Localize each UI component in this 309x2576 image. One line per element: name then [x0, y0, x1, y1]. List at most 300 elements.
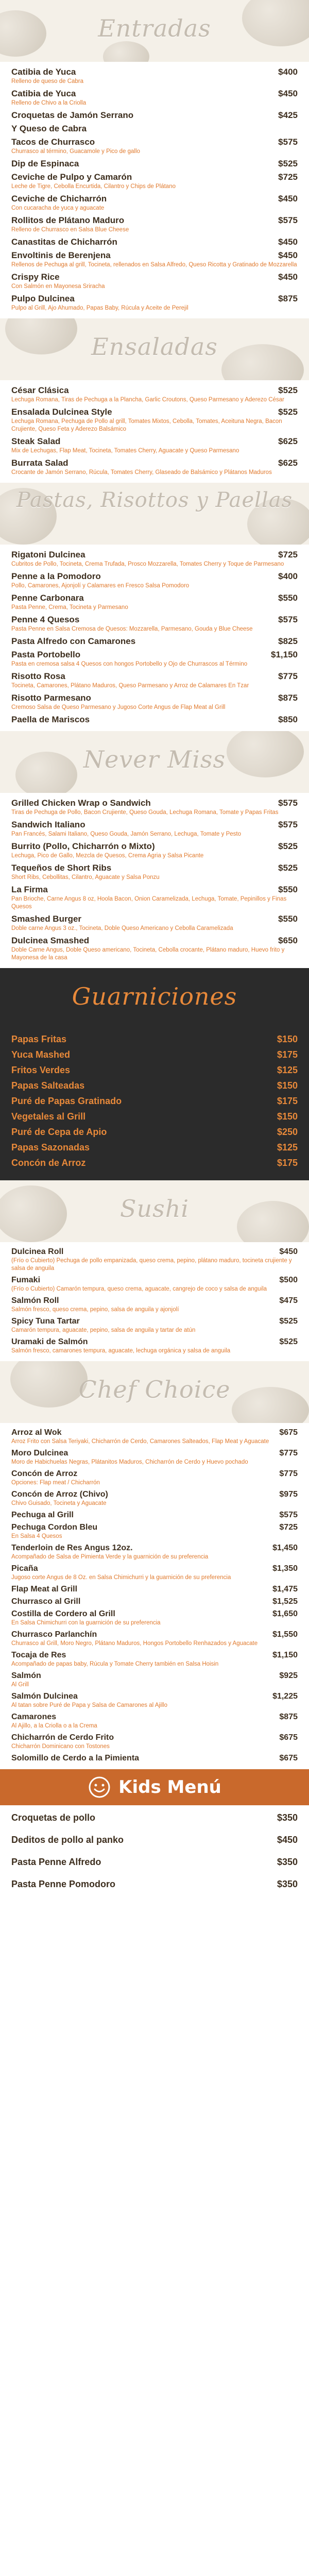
menu-item-row — [11, 1096, 298, 1107]
menu-item-price: $775 — [279, 1469, 298, 1478]
menu-item-name: Catibia de Yuca — [11, 89, 76, 98]
ensaladas-list — [0, 380, 309, 483]
menu-item — [11, 250, 298, 269]
menu-item-price: $125 — [277, 1065, 298, 1075]
menu-item-row — [11, 1523, 298, 1532]
menu-item-row — [11, 1034, 298, 1045]
menu-item-name: Chicharrón de Cerdo Frito — [11, 1733, 114, 1742]
menu-item-name: Steak Salad — [11, 436, 61, 446]
menu-item-price: $125 — [277, 1142, 298, 1153]
menu-item-description: Moro de Habichuelas Negras, Plátanitos Maduros, Chicharrón de Cerdo y Huevo pochado — [11, 1459, 248, 1465]
menu-item-name: Pasta Penne Pomodoro — [11, 1879, 116, 1889]
menu-item-price: $175 — [277, 1158, 298, 1168]
menu-item — [11, 1428, 298, 1446]
menu-item-price: $350 — [277, 1879, 298, 1889]
menu-item-price: $550 — [278, 885, 298, 894]
menu-item-name: La Firma — [11, 885, 48, 894]
menu-item — [11, 385, 298, 404]
menu-item-row — [11, 1713, 298, 1722]
pastas-list — [0, 545, 309, 731]
menu-item-row — [11, 1857, 298, 1868]
menu-item-price: $775 — [279, 1449, 298, 1458]
menu-item-row — [11, 1317, 298, 1326]
menu-item — [11, 1034, 298, 1045]
menu-item-name: Concón de Arroz — [11, 1469, 78, 1478]
menu-item — [11, 1158, 298, 1168]
menu-item — [11, 1449, 298, 1466]
menu-item — [11, 1523, 298, 1540]
menu-item-description: Rellenos de Pechuga al grill, Tocineta, rellenados en Salsa Alfredo, Queso Ricotta y Gratinado de Mozzarella — [11, 262, 297, 268]
menu-item-name: Burrata Salad — [11, 458, 68, 468]
menu-item-row — [11, 385, 298, 396]
menu-item-price: $1,650 — [272, 1609, 298, 1618]
menu-item-name: Pasta Portobello — [11, 650, 81, 659]
menu-item — [11, 272, 298, 291]
menu-item-name: Grilled Chicken Wrap o Sandwich — [11, 798, 151, 808]
menu-item-description: Al tatan sobre Puré de Papa y Salsa de Camarones al Ajillo — [11, 1702, 168, 1708]
menu-item-description: Churrasco al término, Guacamole y Pico de gallo — [11, 148, 140, 155]
menu-item-row — [11, 1754, 298, 1763]
menu-item — [11, 1812, 298, 1823]
section-title-ensaladas: Ensaladas — [91, 333, 218, 361]
menu-item-name: Burrito (Pollo, Chicharrón o Mixto) — [11, 841, 155, 851]
menu-item-row — [11, 715, 298, 725]
menu-item-row — [11, 1597, 298, 1606]
menu-item-price: $150 — [277, 1080, 298, 1091]
menu-item-price: $1,475 — [272, 1585, 298, 1594]
menu-item — [11, 1879, 298, 1890]
menu-item-row — [11, 1080, 298, 1091]
section-title-never-miss: Never Miss — [83, 745, 226, 773]
menu-item-name: Rigatoni Dulcinea — [11, 550, 85, 560]
menu-item-description: Churrasco al Grill, Moro Negro, Plátano Maduros, Hongos Portobello Renhazados y Aguacate — [11, 1640, 258, 1647]
menu-item-price: $400 — [278, 67, 298, 77]
menu-item-price: $675 — [279, 1428, 298, 1437]
menu-item — [11, 1247, 298, 1273]
menu-item-name: Salmón Roll — [11, 1296, 59, 1305]
never-miss-list — [0, 793, 309, 968]
menu-item-name: Vegetales al Grill — [11, 1111, 86, 1122]
menu-item-description: Relleno de Churrasco en Salsa Blue Cheese — [11, 227, 129, 233]
menu-item — [11, 798, 298, 817]
menu-item-row — [11, 1049, 298, 1060]
menu-item-description: Lechuga, Pico de Gallo, Mezcla de Quesos, Crema Agria y Salsa Picante — [11, 853, 204, 859]
menu-item-name: Penne Carbonara — [11, 593, 84, 603]
menu-item-row — [11, 237, 298, 247]
menu-item-name: Ceviche de Chicharrón — [11, 194, 107, 204]
menu-item-description: Relleno de queso de Cabra — [11, 78, 84, 84]
menu-item-price: $725 — [278, 172, 298, 182]
menu-item — [11, 1080, 298, 1091]
menu-item-row — [11, 820, 298, 830]
menu-item-name: Yuca Mashed — [11, 1049, 71, 1060]
menu-item-price: $175 — [277, 1096, 298, 1106]
menu-item-row — [11, 841, 298, 852]
menu-item-row — [11, 110, 298, 121]
menu-item-description: En Salsa 4 Quesos — [11, 1533, 62, 1539]
section-title-entradas: Entradas — [98, 14, 211, 42]
menu-item-price: $525 — [278, 159, 298, 168]
menu-item-price: $575 — [278, 820, 298, 829]
menu-item-name: Tenderloin de Res Angus 12oz. — [11, 1544, 133, 1552]
menu-item-price: $450 — [277, 1835, 298, 1845]
menu-item-description: Camarón tempura, aguacate, pepino, salsa de anguila y tartar de atún — [11, 1327, 196, 1333]
sushi-banner — [0, 1180, 309, 1242]
menu-item-price: $525 — [279, 1337, 298, 1346]
menu-item-price: $350 — [277, 1857, 298, 1867]
menu-item-row — [11, 194, 298, 204]
menu-item-name: Concón de Arroz — [11, 1158, 86, 1168]
menu-item-name: Papas Salteadas — [11, 1080, 85, 1091]
menu-item-row — [11, 1428, 298, 1437]
menu-item-price: $550 — [278, 914, 298, 924]
menu-item — [11, 1692, 298, 1709]
section-title-guarniciones: Guarniciones — [72, 982, 237, 1010]
menu-item-price: $450 — [279, 1247, 298, 1256]
menu-item-description: Chivo Guisado, Tocineta y Aguacate — [11, 1500, 107, 1506]
menu-item-row — [11, 1142, 298, 1153]
menu-item — [11, 124, 298, 134]
menu-item-name: Deditos de pollo al panko — [11, 1835, 124, 1845]
menu-item-name: Solomillo de Cerdo a la Pimienta — [11, 1754, 140, 1762]
menu-item-name: Pulpo Dulcinea — [11, 294, 75, 303]
menu-item-price: $475 — [279, 1296, 298, 1305]
menu-item — [11, 215, 298, 234]
menu-item-row — [11, 1511, 298, 1520]
menu-item-row — [11, 1879, 298, 1890]
menu-item-row — [11, 159, 298, 169]
menu-item-price: $1,150 — [271, 650, 298, 659]
chef-list — [0, 1423, 309, 1769]
menu-item — [11, 194, 298, 212]
menu-item-price: $250 — [277, 1127, 298, 1137]
menu-item — [11, 137, 298, 156]
menu-item-price: $450 — [278, 194, 298, 204]
menu-item-price: $825 — [278, 636, 298, 646]
menu-item-row — [11, 798, 298, 808]
menu-item-description: Al Grill — [11, 1682, 29, 1688]
menu-item-description: (Frío o Cubierto) Camarón tempura, queso crema, aguacate, cangrejo de coco y salsa de anguila — [11, 1286, 267, 1292]
menu-item-row — [11, 1733, 298, 1742]
menu-item-price: $1,450 — [272, 1544, 298, 1552]
menu-item — [11, 936, 298, 962]
menu-item-description: Tocineta, Camarones, Plátano Maduros, Queso Parmesano y Arroz de Calamares En Tzar — [11, 683, 249, 689]
menu-item-description: Acompañado de papas baby, Rúcula y Tomate Cherry también en Salsa Hoisin — [11, 1661, 219, 1667]
menu-item-name: Concón de Arroz (Chivo) — [11, 1490, 108, 1499]
menu-item-price: $575 — [278, 215, 298, 225]
menu-item-row — [11, 1065, 298, 1076]
menu-item-price: $1,150 — [272, 1651, 298, 1659]
menu-item — [11, 436, 298, 455]
menu-item — [11, 693, 298, 711]
menu-item-name: Rollitos de Plátano Maduro — [11, 215, 125, 225]
menu-item-price: $875 — [278, 693, 298, 703]
menu-item-description: Leche de Tigre, Cebolla Encurtida, Cilantro y Chips de Plátano — [11, 183, 176, 190]
menu-item — [11, 1511, 298, 1520]
menu-item-row — [11, 1276, 298, 1285]
menu-item — [11, 1585, 298, 1594]
menu-item-name: Costilla de Cordero al Grill — [11, 1609, 115, 1618]
menu-item — [11, 914, 298, 933]
menu-item-price: $575 — [278, 798, 298, 808]
menu-item — [11, 671, 298, 690]
menu-item-price: $350 — [277, 1812, 298, 1823]
menu-item-price: $975 — [279, 1490, 298, 1499]
menu-item-row — [11, 914, 298, 924]
menu-item-price: $1,525 — [272, 1597, 298, 1606]
menu-item-description: Doble carne Angus 3 oz., Tocineta, Doble Queso Americano y Cebolla Caramelizada — [11, 925, 233, 931]
menu-item-name: Moro Dulcinea — [11, 1449, 68, 1458]
menu-item-price: $150 — [277, 1111, 298, 1122]
menu-item — [11, 1754, 298, 1763]
menu-item-name: Dulcinea Roll — [11, 1247, 64, 1256]
menu-item — [11, 1713, 298, 1730]
menu-item-description: Doble Carne Angus, Doble Queso americano, Tocineta, Cebolla crocante, Plátano maduro, Huevo frito y Mayonesa de la casa — [11, 947, 285, 961]
menu-item-name: Paella de Mariscos — [11, 715, 90, 724]
menu-item-description: Acompañado de Salsa de Pimienta Verde y la guarnición de su preferencia — [11, 1554, 209, 1560]
menu-item-row — [11, 458, 298, 468]
menu-item-name: Tocaja de Res — [11, 1651, 66, 1659]
menu-item-description: Con Salmón en Mayonesa Sriracha — [11, 283, 105, 290]
menu-item-description: Al Ajillo, a la Criolla o a la Crema — [11, 1723, 97, 1729]
menu-item-description: Cremoso Salsa de Queso Parmesano y Jugoso Corte Angus de Flap Meat al Grill — [11, 704, 226, 710]
section-title-sushi: Sushi — [119, 1195, 190, 1223]
guarniciones-banner — [0, 968, 309, 1030]
menu-item — [11, 110, 298, 121]
menu-item-row — [11, 936, 298, 946]
sushi-list — [0, 1242, 309, 1361]
menu-item-name: Fritos Verdes — [11, 1065, 71, 1075]
menu-item-price: $1,225 — [272, 1692, 298, 1701]
menu-item — [11, 294, 298, 312]
menu-item-price: $1,550 — [272, 1630, 298, 1639]
menu-item — [11, 1096, 298, 1107]
menu-item-price: $425 — [278, 110, 298, 120]
menu-item-row — [11, 650, 298, 660]
menu-item-description: Chicharrón Dominicano con Tostones — [11, 1743, 110, 1750]
menu-item-name: Pechuga al Grill — [11, 1511, 74, 1519]
menu-item — [11, 458, 298, 477]
menu-item-name: Spicy Tuna Tartar — [11, 1317, 80, 1326]
menu-item-name: Crispy Rice — [11, 272, 60, 282]
menu-item — [11, 841, 298, 860]
menu-item — [11, 1733, 298, 1751]
menu-item — [11, 407, 298, 433]
menu-item-description: Opciones: Flap meat / Chicharrón — [11, 1480, 100, 1486]
menu-item-name: Salmón Dulcinea — [11, 1692, 78, 1701]
menu-item-price: $875 — [278, 294, 298, 303]
menu-item-row — [11, 550, 298, 560]
menu-item-price: $500 — [279, 1276, 298, 1284]
menu-item — [11, 715, 298, 725]
menu-item-name: César Clásica — [11, 385, 69, 395]
menu-item-price: $525 — [278, 863, 298, 873]
menu-item-name: Churrasco al Grill — [11, 1597, 81, 1606]
menu-item-description: (Frío o Cubierto) Pechuga de pollo empanizada, queso crema, pepino, plátano maduro, tocineta crujiente y salsa de anguila — [11, 1258, 292, 1272]
menu-item-price: $575 — [278, 137, 298, 147]
menu-item-description: Cubritos de Pollo, Tocineta, Crema Trufada, Prosco Mozzarella, Tomates Cherry y Toque de Parmesano — [11, 561, 284, 567]
menu-item-description: Relleno de Chivo a la Criolla — [11, 100, 87, 106]
menu-item-row — [11, 1111, 298, 1122]
menu-item — [11, 237, 298, 247]
menu-item-row — [11, 172, 298, 182]
menu-item-row — [11, 1812, 298, 1823]
menu-item-name: Penne 4 Quesos — [11, 615, 80, 624]
menu-item-description: Mix de Lechugas, Flap Meat, Tocineta, Tomates Cherry, Aguacate y Queso Parmesano — [11, 448, 239, 454]
menu-item-row — [11, 124, 298, 134]
menu-item — [11, 1065, 298, 1076]
guarniciones-list — [0, 1030, 309, 1180]
menu-item-price: $550 — [278, 593, 298, 603]
menu-item — [11, 1630, 298, 1648]
kids-banner — [0, 1769, 309, 1805]
menu-item — [11, 89, 298, 107]
menu-item-name: Envoltinis de Berenjena — [11, 250, 111, 260]
menu-item-price: $525 — [278, 841, 298, 851]
menu-item-row — [11, 1449, 298, 1458]
menu-item-row — [11, 863, 298, 873]
menu-item-row — [11, 436, 298, 447]
menu-item-name: Ensalada Dulcinea Style — [11, 407, 112, 417]
menu-item-row — [11, 1692, 298, 1701]
entradas-list — [0, 62, 309, 318]
menu-item-price: $150 — [277, 1034, 298, 1044]
menu-item-name: Papas Fritas — [11, 1034, 67, 1044]
menu-item-price: $675 — [279, 1733, 298, 1742]
menu-item-row — [11, 215, 298, 226]
menu-item — [11, 172, 298, 191]
never-miss-banner — [0, 731, 309, 793]
menu-item-row — [11, 272, 298, 282]
menu-item-name: Salmón — [11, 1671, 41, 1680]
menu-item-name: Croquetas de pollo — [11, 1812, 96, 1823]
menu-item-row — [11, 1337, 298, 1347]
menu-item-name: Catibia de Yuca — [11, 67, 76, 77]
menu-item-row — [11, 671, 298, 682]
menu-item-row — [11, 1585, 298, 1594]
menu-item — [11, 67, 298, 86]
menu-item-description: Tiras de Pechuga de Pollo, Bacon Crujiente, Queso Gouda, Lechuga Romana, Tomate y Papas Fritas — [11, 809, 279, 816]
menu-item — [11, 885, 298, 911]
menu-item-description: Con cucaracha de yuca y aguacate — [11, 205, 105, 211]
menu-item-row — [11, 137, 298, 147]
menu-item-name: Y Queso de Cabra — [11, 124, 87, 133]
menu-item-price: $850 — [278, 715, 298, 724]
menu-item-row — [11, 250, 298, 261]
menu-item-price: $575 — [278, 615, 298, 624]
menu-item — [11, 550, 298, 568]
menu-item-name: Papas Sazonadas — [11, 1142, 90, 1153]
menu-item-row — [11, 1564, 298, 1573]
menu-item-row — [11, 615, 298, 625]
menu-item-price: $625 — [278, 458, 298, 468]
menu-item-row — [11, 1158, 298, 1168]
menu-item-price: $400 — [278, 571, 298, 581]
menu-item-description: Lechuga Romana, Tiras de Pechuga a la Plancha, Garlic Croutons, Queso Parmesano y Aderezo César — [11, 397, 284, 403]
menu-item-price: $675 — [279, 1754, 298, 1762]
entradas-banner — [0, 0, 309, 62]
menu-item — [11, 1142, 298, 1153]
menu-item-name: Churrasco Parlanchín — [11, 1630, 97, 1639]
menu-item — [11, 820, 298, 838]
menu-item-price: $525 — [279, 1317, 298, 1326]
menu-item-row — [11, 636, 298, 647]
menu-item-price: $575 — [279, 1511, 298, 1519]
menu-item-description: En Salsa Chimichurri con la guarnición de su preferencia — [11, 1620, 161, 1626]
menu-item-price: $775 — [278, 671, 298, 681]
kids-face-icon — [88, 1775, 111, 1799]
menu-item-name: Camarones — [11, 1713, 57, 1721]
menu-item-row — [11, 593, 298, 603]
menu-item — [11, 650, 298, 668]
menu-item-name: Puré de Cepa de Apio — [11, 1127, 107, 1137]
chef-banner — [0, 1361, 309, 1423]
menu-item-price: $450 — [278, 237, 298, 247]
menu-item — [11, 1276, 298, 1293]
menu-item-name: Smashed Burger — [11, 914, 82, 924]
menu-item-row — [11, 885, 298, 895]
menu-item-description: Pasta en cremosa salsa 4 Quesos con hongos Portobello y Ojo de Churrascos al Término — [11, 661, 248, 667]
menu-item-description: Pan Brioche, Carne Angus 8 oz, Hoola Bacon, Onion Caramelizada, Lechuga, Tomate, Pepinillos y Finas Quesos — [11, 896, 287, 910]
menu-item-price: $525 — [278, 407, 298, 417]
menu-item-row — [11, 1630, 298, 1639]
menu-item-name: Pasta Alfredo con Camarones — [11, 636, 136, 646]
menu-item — [11, 1296, 298, 1314]
menu-item-price: $175 — [277, 1049, 298, 1060]
menu-item-name: Croquetas de Jamón Serrano — [11, 110, 134, 120]
menu-item — [11, 1857, 298, 1868]
menu-item-name: Pechuga Cordon Bleu — [11, 1523, 98, 1532]
menu-item — [11, 1337, 298, 1355]
menu-item-row — [11, 1671, 298, 1681]
menu-item — [11, 1597, 298, 1606]
menu-item-price: $450 — [278, 250, 298, 260]
menu-item — [11, 1049, 298, 1060]
menu-item-price: $925 — [279, 1671, 298, 1680]
menu-item-description: Pulpo al Grill, Ajo Ahumado, Papas Baby, Rúcula y Aceite de Perejil — [11, 305, 188, 311]
menu-item-price: $650 — [278, 936, 298, 945]
menu-item-name: Tacos de Churrasco — [11, 137, 95, 147]
section-title-pastas: Pastas, Risottos y Paellas — [16, 488, 293, 512]
section-title-kids: Kids Menú — [118, 1777, 221, 1798]
menu-item — [11, 1609, 298, 1627]
menu-item — [11, 159, 298, 169]
menu-item — [11, 636, 298, 647]
menu-item-price: $625 — [278, 436, 298, 446]
ensaladas-banner — [0, 318, 309, 380]
menu-item — [11, 1490, 298, 1507]
menu-item-row — [11, 1835, 298, 1845]
menu-item-price: $450 — [278, 89, 298, 98]
menu-item-description: Lechuga Romana, Pechuga de Pollo al grill, Tomates Mixtos, Cebolla, Tomates, Aceituna Negra, Bacon Crujiente, Queso Feta y Aderezo Balsámico — [11, 418, 282, 432]
menu-item-description: Salmón fresco, queso crema, pepino, salsa de anguila y ajonjolí — [11, 1307, 179, 1313]
menu-item-name: Dip de Espinaca — [11, 159, 79, 168]
menu-item — [11, 1544, 298, 1561]
menu-item-name: Canastitas de Chicharrón — [11, 237, 117, 247]
menu-item-name: Risotto Rosa — [11, 671, 65, 681]
menu-item-row — [11, 407, 298, 417]
menu-item — [11, 1469, 298, 1487]
menu-item-row — [11, 1609, 298, 1619]
menu-item-row — [11, 294, 298, 304]
menu-item-name: Sandwich Italiano — [11, 820, 85, 829]
section-title-chef: Chef Choice — [78, 1376, 231, 1403]
menu-item-name: Ceviche de Pulpo y Camarón — [11, 172, 132, 182]
menu-item-description: Pasta Penne en Salsa Cremosa de Quesos: Mozzarella, Parmesano, Gouda y Blue Cheese — [11, 626, 253, 632]
menu-item — [11, 593, 298, 612]
menu-item-row — [11, 1544, 298, 1553]
menu-item-row — [11, 67, 298, 77]
